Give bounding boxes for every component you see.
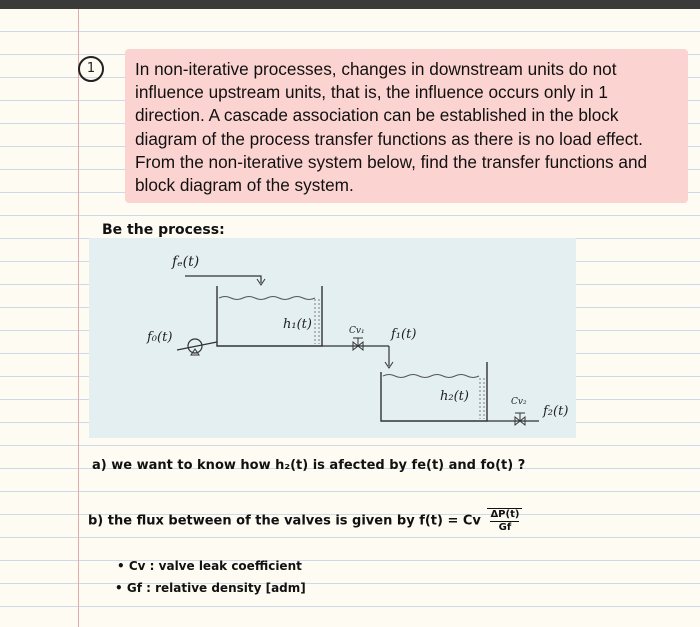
problem-statement-text: In non-iterative processes, changes in downstream units do not influence upstream units, that is, the influence occurs only in 1 direction. A cascade association can be established in the block diagram of the process transfer functions as there is no load effect. From the non-iterative system below, find the transfer functions and block diagram of the system. (135, 59, 648, 196)
h2-label: h₂(t) (440, 389, 469, 404)
cv1-label: Cv₁ (349, 326, 365, 336)
fe-label: fₑ(t) (172, 254, 200, 270)
f2-label: f₂(t) (543, 404, 569, 419)
question-number-circle: 1 (78, 56, 104, 82)
process-diagram (89, 238, 576, 438)
fraction-denominator: Gf (498, 522, 512, 533)
part-b-prefix: b) the flux between of the valves is given by f(t) = Cv (88, 513, 481, 529)
fraction-numerator: ΔP(t) (490, 509, 520, 520)
bullet-item: • Gf : relative density [adm] (115, 581, 306, 595)
h1-label: h₁(t) (283, 317, 312, 332)
margin-line (78, 9, 79, 627)
sqrt-fraction (487, 508, 522, 534)
f0-label: f₀(t) (147, 330, 173, 345)
top-bar (0, 0, 700, 9)
cv2-label: Cv₂ (511, 397, 527, 407)
bullet-item: • Cv : valve leak coefficient (117, 559, 302, 573)
f1-label: f₁(t) (391, 327, 417, 342)
part-a-text: a) we want to know how h₂(t) is afected by fe(t) and fo(t) ? (92, 458, 526, 473)
problem-statement-box (125, 49, 688, 203)
part-b-line (88, 508, 522, 534)
intro-text: Be the process: (102, 222, 225, 238)
